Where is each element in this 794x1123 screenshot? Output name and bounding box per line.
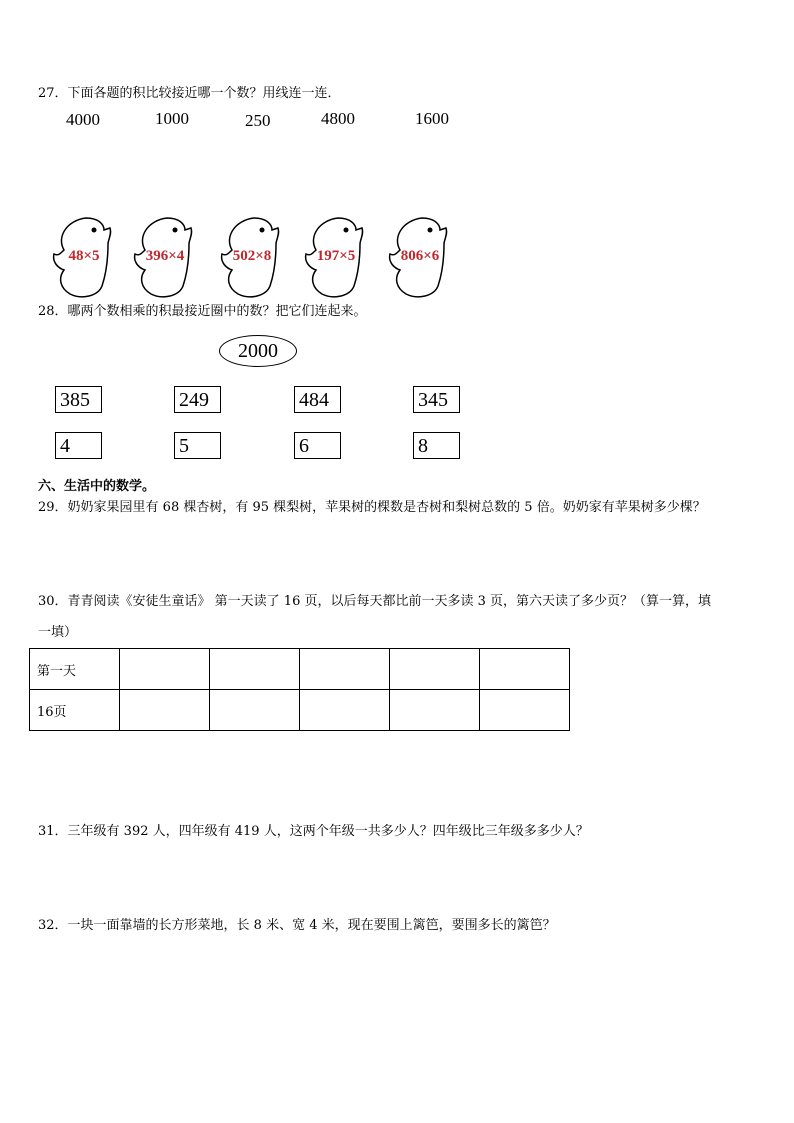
target-circle: 2000 (219, 335, 297, 367)
fish-shape-2 (131, 214, 195, 294)
fish-shape-3 (218, 214, 282, 294)
fish-shape-4 (302, 214, 366, 294)
q27-number-1: 4000 (66, 110, 100, 129)
table-cell[interactable] (480, 690, 570, 731)
q27-number-4: 4800 (321, 109, 355, 128)
section-title: 六、生活中的数学。 (38, 479, 156, 494)
q29-text: 29．奶奶家果园里有 68 棵杏树，有 95 棵梨树，苹果树的棵数是杏树和梨树总数的 5 倍。奶奶家有苹果树多少棵？ (38, 500, 706, 515)
q27-number-2: 1000 (155, 109, 189, 128)
table-cell[interactable] (210, 690, 300, 731)
table-cell[interactable] (120, 649, 210, 690)
fish-expression-4: 197×5 (316, 248, 356, 264)
reading-table (29, 648, 570, 731)
table-cell[interactable] (390, 690, 480, 731)
table-cell[interactable] (300, 649, 390, 690)
fish-expression-1: 48×5 (68, 248, 100, 264)
table-row (30, 690, 570, 731)
q28-text: 28．哪两个数相乘的积最接近圈中的数？把它们连起来。 (38, 304, 367, 319)
q31-text: 31．三年级有 392 人，四年级有 419 人，这两个年级一共多少人？四年级比三年级多多少人？ (38, 824, 589, 839)
number-box-345: 345 (413, 386, 460, 413)
table-cell[interactable] (480, 649, 570, 690)
table-cell: 第一天 (30, 649, 120, 690)
q27-number-5: 1600 (415, 109, 449, 128)
q30-text-line2: 一填） (38, 625, 78, 640)
q30-text-line1: 30．青青阅读《安徒生童话》 第一天读了 16 页，以后每天都比前一天多读 3 页，第六天读了多少页？（算一算，填 (38, 594, 712, 609)
number-box-8: 8 (413, 432, 460, 459)
number-box-5: 5 (174, 432, 221, 459)
table-cell[interactable] (120, 690, 210, 731)
fish-expression-5: 806×6 (400, 248, 440, 264)
number-box-484: 484 (294, 386, 341, 413)
table-cell[interactable] (210, 649, 300, 690)
table-row (30, 649, 570, 690)
fish-shape-1 (50, 214, 114, 294)
fish-expression-3: 502×8 (232, 248, 272, 264)
table-cell[interactable] (390, 649, 480, 690)
fish-shape-5 (386, 214, 450, 294)
number-box-249: 249 (174, 386, 221, 413)
q27-number-3: 250 (245, 111, 271, 130)
fish-expression-2: 396×4 (145, 248, 185, 264)
table-cell[interactable] (300, 690, 390, 731)
number-box-6: 6 (294, 432, 341, 459)
table-cell: 16页 (30, 690, 120, 731)
number-box-385: 385 (55, 386, 102, 413)
number-box-4: 4 (55, 432, 102, 459)
q27-text: 27．下面各题的积比较接近哪一个数？用线连一连． (38, 86, 341, 101)
q32-text: 32．一块一面靠墙的长方形菜地，长 8 米、宽 4 米，现在要围上篱笆，要围多长的篱笆？ (38, 918, 556, 933)
